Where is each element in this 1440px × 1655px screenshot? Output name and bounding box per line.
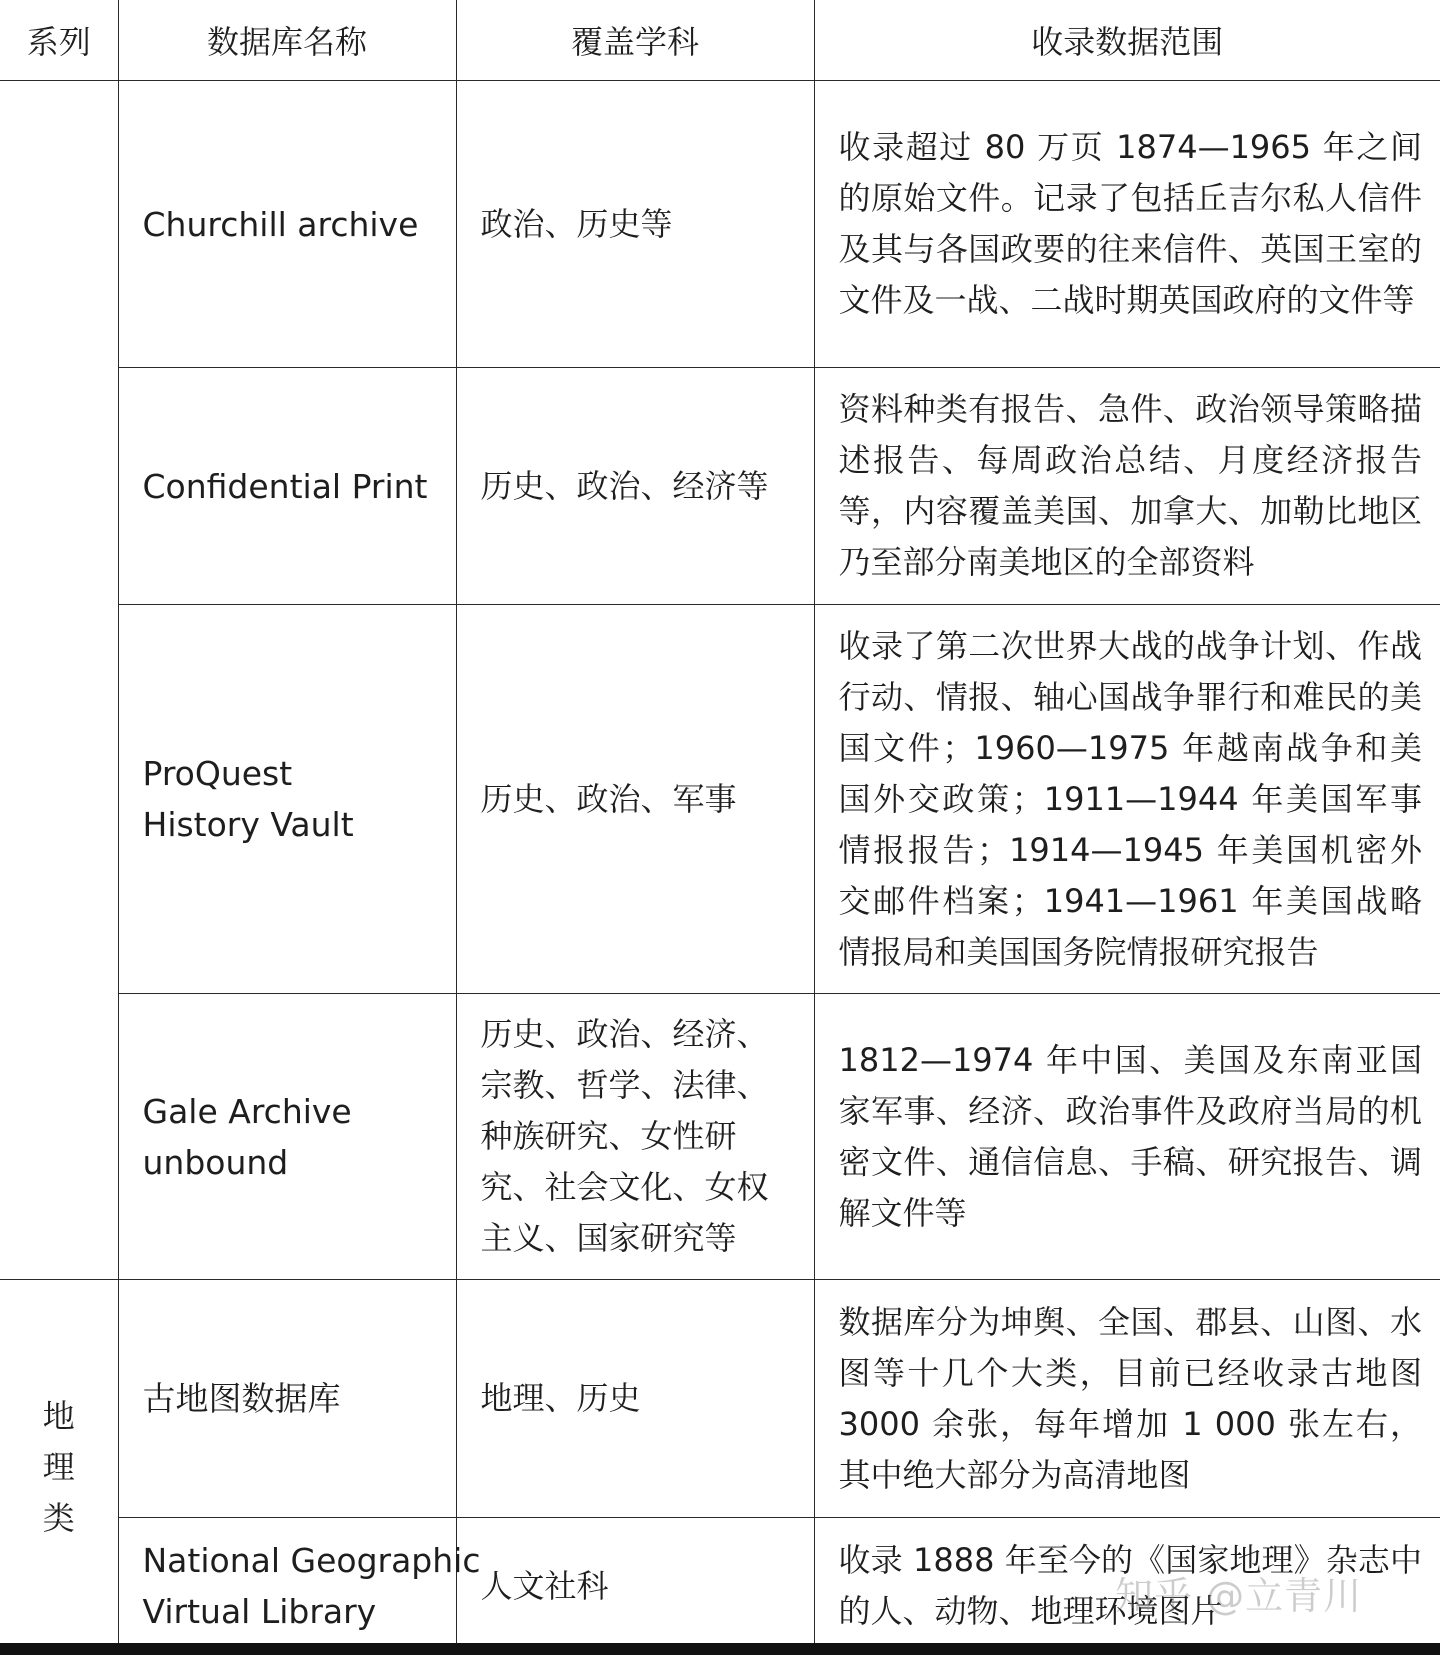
header-row [0,0,1440,81]
range-cell: 1812—1974 年中国、美国及东南亚国家军事、经济、政治事件及政府当局的机密文件、通信信息、手稿、研究报告、调解文件等 [814,994,1440,1280]
database-name-line2: unbound [142,1142,289,1182]
database-name-line1: ProQuest [142,754,293,794]
database-name-line2: Virtual Library [142,1592,377,1632]
subjects-cell: 政治、历史等 [456,81,814,368]
database-name-cell [118,1280,456,1518]
database-name-cell [118,368,456,605]
header-data-range: 收录数据范围 [814,0,1440,81]
database-name-cell [118,81,456,368]
database-name-cell [118,605,456,994]
series-label: 地理类 [42,1396,75,1537]
range-cell: 收录超过 80 万页 1874—1965 年之间的原始文件。记录了包括丘吉尔私人信件及其与各国政要的往来信件、英国王室的文件及一战、二战时期英国政府的文件等 [814,81,1440,368]
database-name: Confidential Print [142,466,428,506]
database-name-line1: National Geographic [142,1541,481,1581]
table-row [0,368,1440,605]
database-name-line2: History Vault [142,805,354,845]
range-cell: 资料种类有报告、急件、政治领导策略描述报告、每周政治总结、月度经济报告等，内容覆盖美国、加拿大、加勒比地区乃至部分南美地区的全部资料 [814,368,1440,605]
subjects-cell: 历史、政治、经济、宗教、哲学、法律、种族研究、女性研究、社会文化、女权主义、国家研究等 [456,994,814,1280]
database-name-cell [118,1518,481,1655]
database-name-cell [118,994,456,1280]
database-name-line1: Gale Archive [142,1091,352,1131]
table-row [0,605,1440,994]
range-cell: 收录 1888 年至今的《国家地理》杂志中的人、动物、地理环境图片 [814,1518,1440,1655]
header-subjects: 覆盖学科 [456,0,814,81]
subjects-cell: 地理、历史 [456,1280,814,1518]
subjects-cell: 历史、政治、军事 [456,605,814,994]
range-cell: 收录了第二次世界大战的战争计划、作战行动、情报、轴心国战争罪行和难民的美国文件；1960—1975 年越南战争和美国外交政策；1911—1944 年美国军事情报报告；1914—1945 年美国机密外交邮件档案；1941—1961 年美国战略情报局和美国国务院情报研究报告 [814,605,1440,994]
watermark: 知乎 @立青川 [1115,1574,1363,1618]
header-series: 系列 [0,0,118,81]
series-cell [0,1280,118,1655]
subjects-cell: 历史、政治、经济等 [456,368,814,605]
bottom-border-bar [0,1643,1440,1655]
database-name: Churchill archive [142,204,419,244]
table-row [0,994,1440,1280]
series-cell-empty [0,81,118,1280]
range-cell: 数据库分为坤舆、全国、郡县、山图、水图等十几个大类，目前已经收录古地图 3000 余张，每年增加 1 000 张左右，其中绝大部分为高清地图 [814,1280,1440,1518]
database-name: 古地图数据库 [142,1379,341,1419]
subjects-cell: 人文社科 [456,1518,814,1655]
header-database-name: 数据库名称 [118,0,456,81]
table-row [0,1280,1440,1518]
table-row [0,81,1440,368]
